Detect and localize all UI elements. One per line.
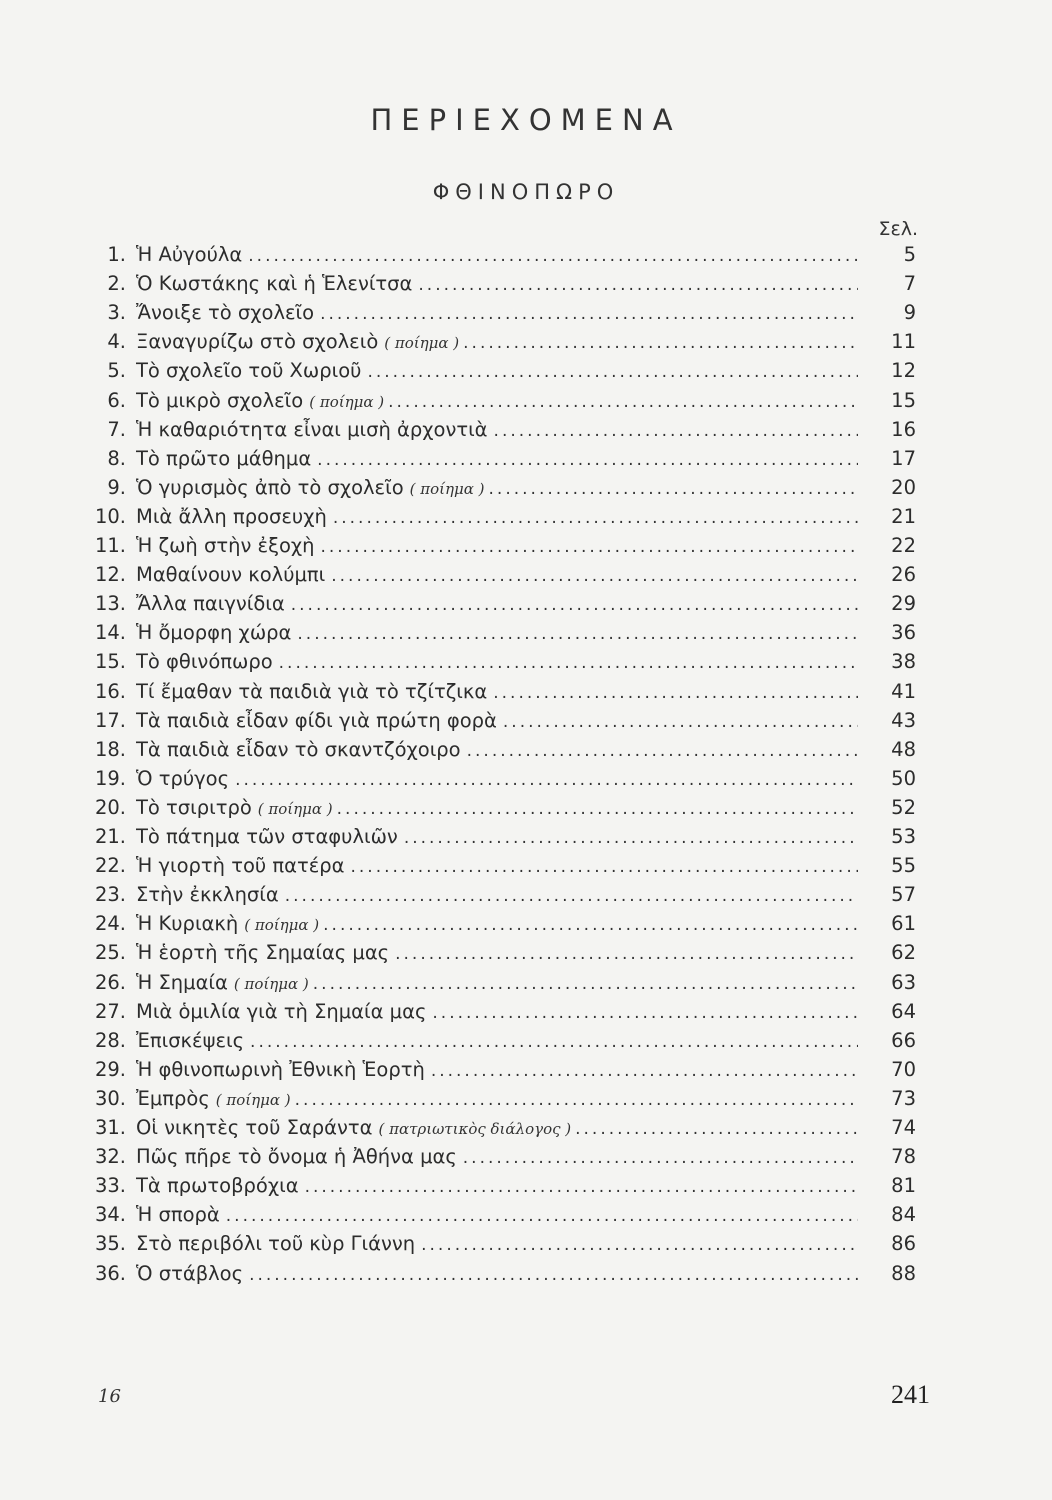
toc-entry-title: Ἐπισκέψεις xyxy=(136,1028,245,1052)
toc-entry-number: 1. xyxy=(107,243,126,266)
toc-entry-page: 52 xyxy=(891,795,916,819)
toc-entry-line xyxy=(136,1229,858,1260)
toc-entry-title: Τὰ πρωτοβρόχια xyxy=(136,1174,299,1198)
dot-leader xyxy=(494,416,858,446)
toc-entry-page: 17 xyxy=(891,446,916,470)
toc-entry xyxy=(0,997,1052,1027)
toc-entry-page: 78 xyxy=(891,1145,916,1169)
toc-entry-page: 9 xyxy=(903,301,916,325)
toc-entry-line xyxy=(136,356,858,387)
toc-entry-page: 53 xyxy=(891,825,916,848)
toc-entry-page: 62 xyxy=(891,941,916,965)
dot-leader xyxy=(418,270,858,300)
toc-entry-number: 10. xyxy=(94,504,126,528)
dot-leader xyxy=(351,852,859,882)
dot-leader xyxy=(297,619,858,649)
toc-entry-page: 61 xyxy=(891,912,916,936)
toc-entry-page: 74 xyxy=(891,1116,916,1139)
toc-entry xyxy=(0,560,1052,590)
toc-entry-number: 3. xyxy=(107,301,126,325)
dot-leader xyxy=(432,998,858,1028)
toc-entry-title: Τὸ μικρὸ σχολεῖο xyxy=(136,388,304,412)
toc-entry xyxy=(0,298,1052,328)
toc-entry-note: ( ποίημα ) xyxy=(244,916,320,935)
toc-entry-page: 63 xyxy=(891,970,916,994)
dot-leader xyxy=(489,474,858,504)
toc-entry-line xyxy=(136,298,858,329)
toc-entry-number: 18. xyxy=(94,737,126,761)
toc-entry-title: Ξαναγυρίζω στὸ σχολειὸ xyxy=(136,330,379,354)
toc-entry xyxy=(0,444,1052,474)
toc-entry-page: 11 xyxy=(891,330,916,354)
toc-entry xyxy=(0,1229,1052,1259)
page-number: 241 xyxy=(891,1380,930,1409)
toc-entry-page: 20 xyxy=(891,475,916,499)
dot-leader xyxy=(226,1201,858,1231)
section-heading: ΦΘΙΝΟΠΩΡΟ xyxy=(432,180,620,204)
toc-entry-line xyxy=(136,327,858,358)
toc-entry-line xyxy=(136,502,858,533)
toc-entry-page: 57 xyxy=(891,883,916,907)
toc-entry-number: 34. xyxy=(94,1203,126,1227)
toc-entry-page: 73 xyxy=(891,1086,916,1110)
toc-entry-page: 5 xyxy=(903,243,916,266)
toc-entry xyxy=(0,327,1052,357)
toc-entry-number: 15. xyxy=(94,650,126,674)
toc-entry-page: 50 xyxy=(891,766,916,790)
toc-entry-page: 84 xyxy=(891,1203,916,1227)
toc-entry-line xyxy=(136,1171,858,1202)
toc-entry-number: 22. xyxy=(94,854,126,878)
toc-entry-line xyxy=(136,735,858,766)
toc-entry-title: Ὁ Κωστάκης καὶ ἡ Ἑλενίτσα xyxy=(136,272,413,296)
toc-entry-line xyxy=(136,415,858,446)
toc-entry-page: 16 xyxy=(891,417,916,441)
toc-entry-line xyxy=(136,968,858,999)
dot-leader xyxy=(333,503,858,533)
toc-entry-page: 41 xyxy=(891,679,916,703)
dot-leader xyxy=(295,1085,858,1115)
toc-entry-number: 29. xyxy=(94,1057,126,1081)
toc-entry-line xyxy=(136,880,858,911)
toc-entry xyxy=(0,531,1052,561)
toc-entry-line xyxy=(136,1026,858,1057)
dot-leader xyxy=(250,1027,858,1057)
toc-entry-line xyxy=(136,240,858,271)
toc-entry-number: 4. xyxy=(107,330,126,354)
toc-entry-page: 12 xyxy=(891,359,916,383)
toc-entry-number: 25. xyxy=(94,941,126,965)
toc-entry-title: Ἐμπρὸς xyxy=(136,1086,210,1110)
toc-entry-page: 26 xyxy=(891,563,916,587)
toc-entry-line xyxy=(136,822,858,853)
toc-entry-page: 15 xyxy=(891,388,916,412)
toc-entry xyxy=(0,589,1052,619)
dot-leader xyxy=(503,707,858,737)
dot-leader xyxy=(313,969,858,999)
toc-entry xyxy=(0,851,1052,881)
dot-leader xyxy=(249,1260,858,1290)
dot-leader xyxy=(235,765,858,795)
toc-entry-title: Πῶς πῆρε τὸ ὄνομα ἡ Ἀθήνα μας xyxy=(136,1145,457,1169)
toc-entry xyxy=(0,502,1052,532)
toc-entry-line xyxy=(136,793,858,824)
toc-entry xyxy=(0,735,1052,765)
toc-entry-line xyxy=(136,997,858,1028)
toc-entry-title: Ἡ γιορτὴ τοῦ πατέρα xyxy=(136,854,345,878)
toc-entry-title: Ὁ τρύγος xyxy=(136,766,230,790)
toc-entry-page: 38 xyxy=(891,650,916,674)
toc-entry-title: Ἄλλα παιγνίδια xyxy=(136,592,285,616)
toc-entry xyxy=(0,1259,1052,1289)
dot-leader xyxy=(395,939,858,969)
dot-leader xyxy=(248,241,858,271)
toc-entry-page: 86 xyxy=(891,1232,916,1256)
toc-entry xyxy=(0,473,1052,503)
dot-leader xyxy=(388,387,858,417)
toc-entry xyxy=(0,356,1052,386)
toc-entry-line xyxy=(136,269,858,300)
toc-entry-page: 48 xyxy=(891,737,916,761)
toc-entry-number: 19. xyxy=(94,766,126,790)
toc-entry-title: Ἡ Σημαία xyxy=(136,970,228,994)
toc-entry-note: ( ποίημα ) xyxy=(309,392,385,411)
toc-entry-title: Στὴν ἐκκλησία xyxy=(136,883,279,907)
toc-entry-line xyxy=(136,647,858,678)
dot-leader xyxy=(285,881,858,911)
toc-entry-title: Τὰ παιδιὰ εἶδαν φίδι γιὰ πρώτη φορὰ xyxy=(136,708,497,732)
toc-entry xyxy=(0,647,1052,677)
toc-entry-number: 12. xyxy=(94,563,126,587)
toc-entry-title: Στὸ περιβόλι τοῦ κὺρ Γιάννη xyxy=(136,1232,416,1256)
toc-entry-note: ( ποίημα ) xyxy=(257,799,333,818)
toc-entry-title: Τὰ παιδιὰ εἶδαν τὸ σκαντζόχοιρο xyxy=(136,737,461,761)
toc-entry-number: 24. xyxy=(94,912,126,936)
dot-leader xyxy=(421,1230,858,1260)
toc-entry-title: Ἄνοιξε τὸ σχολεῖο xyxy=(136,301,315,325)
toc-entry-line xyxy=(136,706,858,737)
dot-leader xyxy=(493,678,858,708)
toc-entry-number: 28. xyxy=(94,1028,126,1052)
toc-entry xyxy=(0,677,1052,707)
dot-leader xyxy=(467,736,858,766)
dot-leader xyxy=(321,532,859,562)
toc-entry-page: 7 xyxy=(903,272,916,296)
toc-entry-note: ( ποίημα ) xyxy=(215,1090,291,1109)
toc-entry-number: 6. xyxy=(107,388,126,412)
toc-entry-number: 14. xyxy=(94,621,126,645)
toc-entry xyxy=(0,1200,1052,1230)
toc-entry-line xyxy=(136,560,858,591)
toc-entry-number: 13. xyxy=(94,592,126,616)
toc-entry-page: 21 xyxy=(891,504,916,528)
toc-entry-title: Τὸ φθινόπωρο xyxy=(136,650,273,674)
toc-entry-line xyxy=(136,473,858,504)
dot-leader xyxy=(331,561,858,591)
toc-entry-number: 20. xyxy=(94,795,126,819)
toc-entry xyxy=(0,1084,1052,1114)
toc-entry-page: 36 xyxy=(891,621,916,645)
toc-entry-note: ( ποίημα ) xyxy=(233,974,309,993)
toc-entry xyxy=(0,706,1052,736)
toc-entry-note: ( πατριωτικὸς διάλογος ) xyxy=(378,1120,572,1138)
toc-entry-title: Ἡ καθαριότητα εἶναι μισὴ ἀρχοντιὰ xyxy=(136,417,488,441)
toc-entry-number: 16. xyxy=(94,679,126,703)
toc-entry-line xyxy=(136,764,858,795)
toc-entry-line xyxy=(136,1200,858,1231)
toc-entry-title: Μιὰ ἄλλη προσευχὴ xyxy=(136,504,327,528)
toc-entry-number: 27. xyxy=(94,999,126,1023)
toc-entry xyxy=(0,618,1052,648)
toc-entry-line xyxy=(136,1084,858,1115)
toc-entry xyxy=(0,1171,1052,1201)
toc-entry-number: 21. xyxy=(94,825,126,848)
toc-entry-title: Ἡ ἑορτὴ τῆς Σημαίας μας xyxy=(136,941,390,965)
toc-entry-line xyxy=(136,1142,858,1173)
toc-entry-line xyxy=(136,909,858,940)
toc-entry-line xyxy=(136,677,858,708)
toc-entry xyxy=(0,1026,1052,1056)
toc-entry-number: 31. xyxy=(94,1116,126,1139)
toc-entry-line xyxy=(136,1113,858,1144)
dot-leader xyxy=(323,910,858,940)
toc-entry-title: Ὁ στάβλος xyxy=(136,1261,244,1285)
toc-entry-title: Ἡ ὄμορφη χώρα xyxy=(136,621,292,645)
toc-entry-page: 81 xyxy=(891,1174,916,1198)
dot-leader xyxy=(463,1143,858,1173)
dot-leader xyxy=(404,823,858,853)
toc-entry xyxy=(0,240,1052,270)
toc-entry-number: 32. xyxy=(94,1145,126,1169)
toc-entry-number: 7. xyxy=(107,417,126,441)
page-column-header: Σελ. xyxy=(878,218,918,240)
dot-leader xyxy=(279,648,858,678)
toc-entry-page: 43 xyxy=(891,708,916,732)
toc-entry-title: Τὸ σχολεῖο τοῦ Χωριοῦ xyxy=(136,359,362,383)
dot-leader xyxy=(337,794,858,824)
dot-leader xyxy=(367,357,858,387)
toc-entry-title: Τὸ πάτημα τῶν σταφυλιῶν xyxy=(136,825,398,848)
toc-entry xyxy=(0,1113,1052,1143)
dot-leader xyxy=(431,1056,858,1086)
toc-entry-page: 88 xyxy=(891,1261,916,1285)
toc-entry-page: 22 xyxy=(891,534,916,557)
toc-entry-page: 29 xyxy=(891,592,916,616)
toc-entry-line xyxy=(136,444,858,475)
toc-entry-number: 2. xyxy=(107,272,126,296)
toc-entry xyxy=(0,880,1052,910)
dot-leader xyxy=(320,299,858,329)
toc-entry-line xyxy=(136,1055,858,1086)
toc-entry xyxy=(0,909,1052,939)
toc-entry-title: Οἱ νικητὲς τοῦ Σαράντα xyxy=(136,1116,373,1139)
toc-entry-number: 36. xyxy=(94,1261,126,1285)
toc-entry-number: 30. xyxy=(94,1086,126,1110)
toc-entry-line xyxy=(136,1259,858,1290)
toc-entry-line xyxy=(136,618,858,649)
toc-entry xyxy=(0,793,1052,823)
toc-entry xyxy=(0,386,1052,416)
toc-entry-number: 8. xyxy=(107,446,126,470)
toc-entry-page: 70 xyxy=(891,1057,916,1081)
toc-entry xyxy=(0,938,1052,968)
toc-entry xyxy=(0,1142,1052,1172)
toc-entry-title: Ἡ Αὐγούλα xyxy=(136,243,243,266)
toc-entry-number: 5. xyxy=(107,359,126,383)
toc-entry-title: Μαθαίνουν κολύμπι xyxy=(136,563,326,587)
toc-entry-title: Τί ἔμαθαν τὰ παιδιὰ γιὰ τὸ τζίτζικα xyxy=(136,679,488,703)
toc-entry-title: Ὁ γυρισμὸς ἀπὸ τὸ σχολεῖο xyxy=(136,475,404,499)
toc-entry-number: 26. xyxy=(94,970,126,994)
signature-mark: 16 xyxy=(98,1386,121,1407)
toc-entry-line xyxy=(136,589,858,620)
dot-leader xyxy=(317,445,858,475)
toc-entry-title: Ἡ Κυριακὴ xyxy=(136,912,239,936)
toc-entry-number: 17. xyxy=(94,708,126,732)
toc-entry xyxy=(0,822,1052,852)
toc-entry-line xyxy=(136,531,858,562)
toc-entry-title: Ἡ σπορὰ xyxy=(136,1203,220,1227)
dot-leader xyxy=(305,1172,858,1202)
toc-entry xyxy=(0,764,1052,794)
toc-entry-line xyxy=(136,851,858,882)
toc-entry-title: Μιὰ ὁμιλία γιὰ τὴ Σημαία μας xyxy=(136,999,427,1023)
toc-entry-title: Τὸ τσιριτρὸ xyxy=(136,795,252,819)
toc-entry-number: 33. xyxy=(94,1174,126,1198)
toc-entry-number: 9. xyxy=(107,475,126,499)
toc-entry-title: Ἡ ζωὴ στὴν ἐξοχὴ xyxy=(136,534,315,557)
toc-entry-line xyxy=(136,386,858,417)
toc-entry-title: Ἡ φθινοπωρινὴ Ἐθνικὴ Ἑορτὴ xyxy=(136,1057,425,1081)
toc-entry-number: 35. xyxy=(94,1232,126,1256)
page-title: ΠΕΡΙΕΧΟΜΕΝΑ xyxy=(370,103,682,137)
toc-entry-note: ( ποίημα ) xyxy=(384,334,460,353)
toc-entry xyxy=(0,1055,1052,1085)
toc-entry xyxy=(0,415,1052,445)
toc-entry xyxy=(0,269,1052,299)
toc-entry-title: Τὸ πρῶτο μάθημα xyxy=(136,446,312,470)
toc-entry-page: 64 xyxy=(891,999,916,1023)
toc-entry-note: ( ποίημα ) xyxy=(409,479,485,498)
toc-entry-page: 66 xyxy=(891,1028,916,1052)
dot-leader xyxy=(463,328,858,358)
toc-entry-page: 55 xyxy=(891,854,916,878)
toc-entry-number: 11. xyxy=(94,534,126,557)
toc-entry-line xyxy=(136,938,858,969)
dot-leader xyxy=(575,1114,858,1144)
toc-entry-number: 23. xyxy=(94,883,126,907)
dot-leader xyxy=(291,590,858,620)
toc-entry xyxy=(0,968,1052,998)
